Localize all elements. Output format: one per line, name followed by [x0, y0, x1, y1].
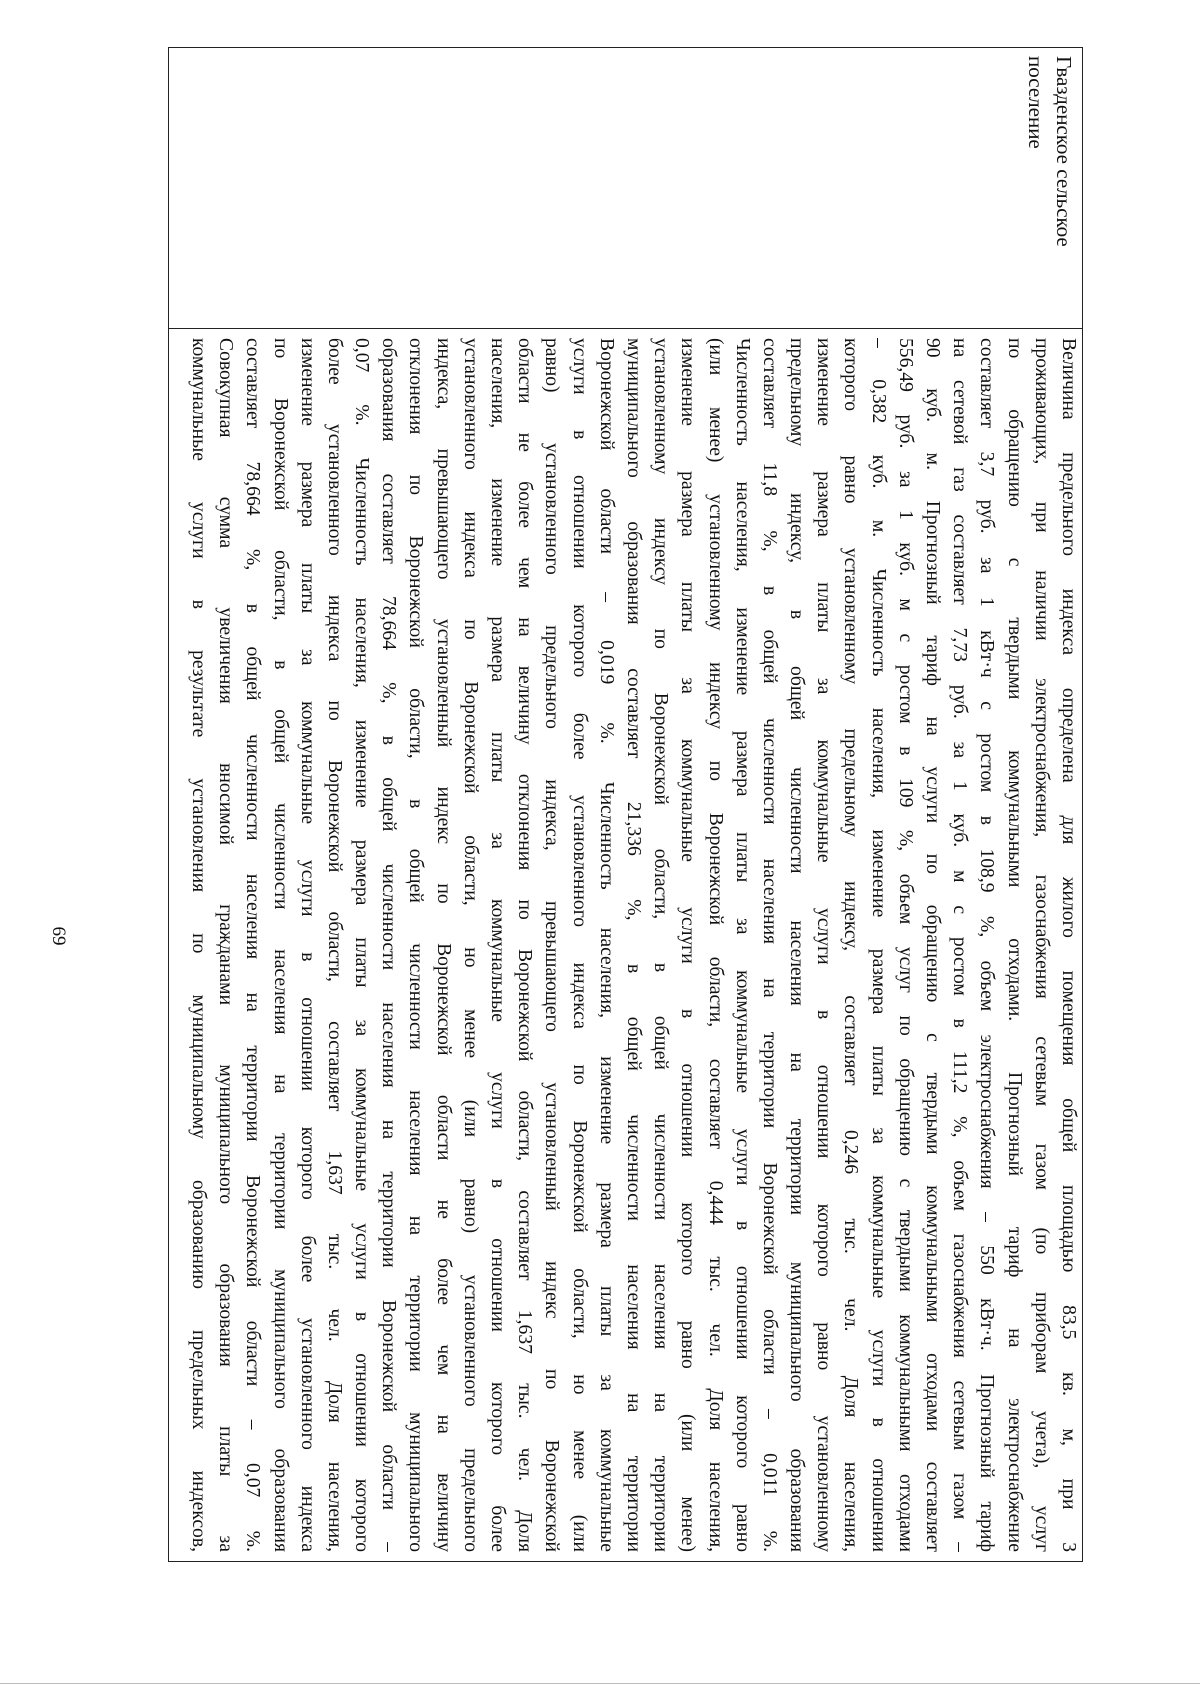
scan-edge-line [0, 1683, 1200, 1684]
text-line: установленного индекса по Воронежской области, но менее (или равно) установленного предельного [459, 338, 481, 1552]
text-line: Численность населения, изменение размера платы за коммунальные услуги в отношении которого равно [731, 338, 753, 1552]
text-line: по Воронежской области, в общей численности населения на территории муниципального образования [269, 338, 291, 1552]
text-line: (или менее) установленному индексу по Воронежской области, составляет 0,444 тыс. чел. Доля населения, [704, 338, 726, 1552]
text-line: изменение размера платы за коммунальные услуги в отношении которого равно (или менее) [677, 338, 699, 1552]
text-line: проживающих, при наличии электроснабжения, газоснабжения сетевым газом (по приборам учета), услуг [1030, 338, 1052, 1552]
text-line: Величина предельного индекса определена для жилого помещения общей площадью 83,5 кв. м, при 3 [1058, 338, 1079, 1552]
text-line: составляет 11,8 %, в общей численности населения на территории Воронежской области – 0,011 %. [758, 338, 780, 1552]
text-line: 556,49 руб. за 1 куб. м с ростом в 109 %, объем услуг по обращению с твердыми коммунальными отходами [894, 338, 916, 1552]
text-line: составляет 78,664 %, в общей численности населения на территории Воронежской области – 0,07 %. [242, 338, 264, 1552]
text-line: Совокупная сумма увеличения вносимой гражданами муниципального образования платы за [215, 338, 237, 1552]
text-line: на сетевой газ составляет 7,73 руб. за 1 куб. м с ростом в 111,2 %, объем газоснабжения сетевым газом – [949, 338, 971, 1552]
page-number: 69 [48, 926, 69, 946]
text-line: изменение размера платы за коммунальные услуги в отношении которого равно установленному [813, 338, 835, 1552]
text-line: по обращению с твердыми коммунальными отходами. Прогнозный тариф на электроснабжение [1003, 338, 1025, 1552]
settlement-name-cell: Гвазденское сельское поселение [169, 48, 1082, 329]
text-line: – 0,382 куб. м. Численность населения, изменение размера платы за коммунальные услуги в отношении [867, 338, 889, 1552]
text-line: составляет 3,7 руб. за 1 кВт·ч с ростом в 108,9 %, объем электроснабжения – 550 кВт·ч. Прогнозный тариф [976, 338, 998, 1552]
text-line: 90 куб. м. Прогнозный тариф на услуги по обращению с твердыми коммунальными отходами составляет [922, 338, 944, 1552]
text-line: коммунальные услуги в результате установления по муниципальному образованию предельных индексов, [188, 338, 209, 1552]
text-line: индекса, превышающего установленный индекс по Воронежской области не более чем на величину [432, 338, 454, 1552]
text-line: области не более чем на величину отклонения по Воронежской области, составляет 1,637 тыс. чел. Доля [514, 338, 536, 1552]
text-line: которого равно установленному предельному индексу, составляет 0,246 тыс. чел. Доля населения, [840, 338, 862, 1552]
text-line: населения, изменение размера платы за коммунальные услуги в отношении которого более [487, 338, 509, 1552]
text-line: 0,07 %. Численность населения, изменение размера платы за коммунальные услуги в отношении которого [351, 338, 373, 1552]
settlement-description-cell [169, 329, 1082, 1561]
text-line: установленному индексу по Воронежской области, в общей численности населения на территории [650, 338, 672, 1552]
text-line: более установленного индекса по Воронежской области, составляет 1,637 тыс. чел. Доля населения, [323, 338, 345, 1552]
indices-table [168, 47, 1083, 1562]
text-line: предельному индексу, в общей численности населения на территории муниципального образования [786, 338, 808, 1552]
text-line: Воронежской области – 0,019 %. Численность населения, изменение размера платы за коммунальные [595, 338, 617, 1552]
text-line: услуги в отношении которого более установленного индекса по Воронежской области, но менее (или [568, 338, 590, 1552]
text-line: образования составляет 78,664 %, в общей численности населения на территории Воронежской области – [378, 338, 400, 1552]
text-line: отклонения по Воронежской области, в общей численности населения на территории муниципального [405, 338, 427, 1552]
text-line: равно) установленного предельного индекса, превышающего установленный индекс по Воронежской [541, 338, 563, 1552]
text-line: муниципального образования составляет 21,336 %, в общей численности населения на территории [623, 338, 644, 1552]
text-line: изменение размера платы за коммунальные услуги в отношении которого более установленного индекса [296, 338, 318, 1552]
